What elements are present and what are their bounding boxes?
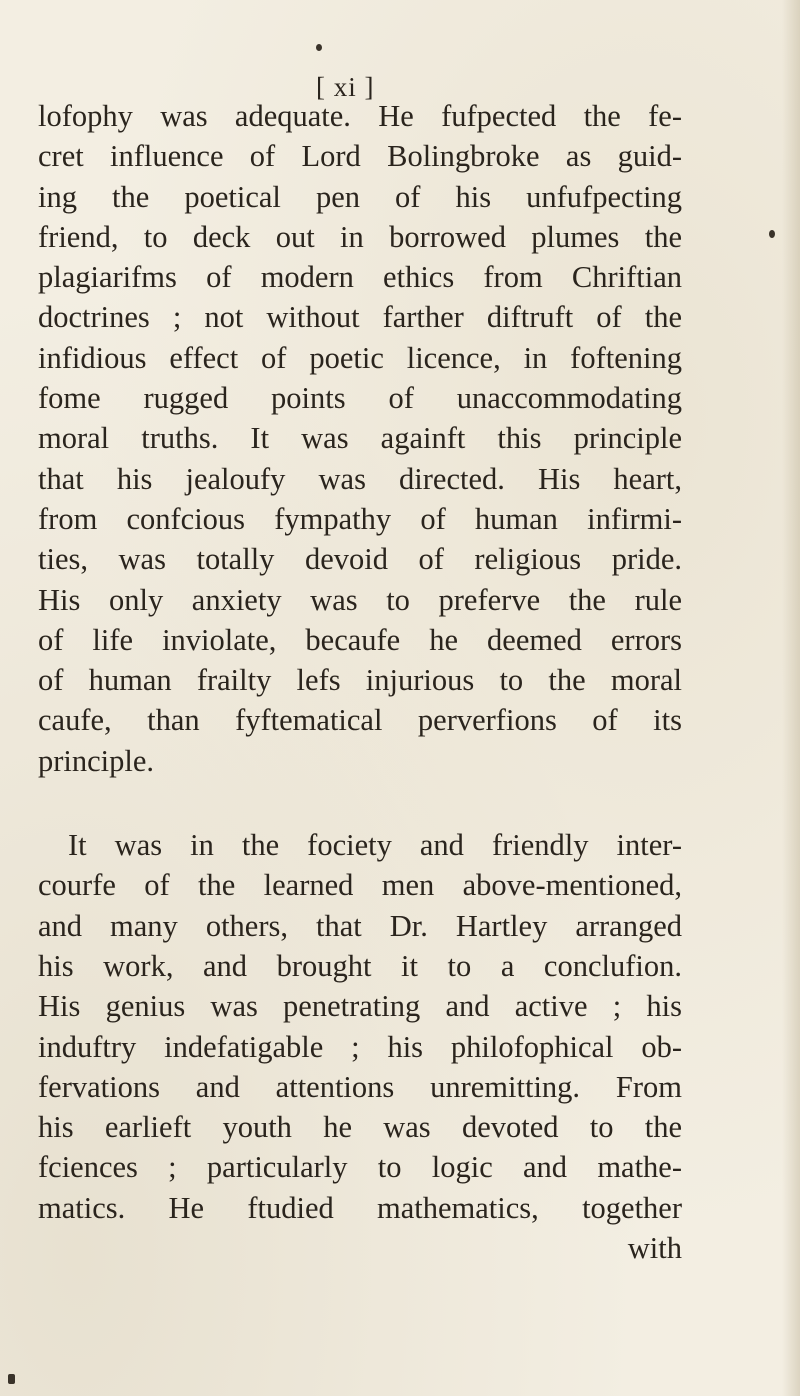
- ink-speck: [8, 1374, 15, 1384]
- text-line: cret influence of Lord Bolingbroke as guid-: [38, 139, 682, 174]
- text-line: infidious effect of poetic licence, in foftening: [38, 340, 682, 375]
- text-line: from confcious fympathy of human infirmi-: [38, 501, 682, 536]
- paragraph-gap: [38, 781, 682, 825]
- page-edge-shading: [782, 0, 800, 1396]
- text-line: matics. He ftudied mathematics, together: [38, 1190, 682, 1225]
- text-line: fervations and attentions unremitting. From: [38, 1069, 682, 1104]
- text-line: moral truths. It was againft this principle: [38, 421, 682, 456]
- text-line: fciences ; particularly to logic and mathe-: [38, 1150, 682, 1185]
- text-line: ties, was totally devoid of religious pride.: [38, 542, 682, 577]
- text-line: ing the poetical pen of his unfufpecting: [38, 179, 682, 214]
- page-number-header: [ xi ]: [316, 72, 375, 102]
- text-line: His genius was penetrating and active ; his: [38, 989, 682, 1024]
- text-line: fome rugged points of unaccommodating: [38, 381, 682, 416]
- text-line: courfe of the learned men above-mentioned,: [38, 868, 682, 903]
- paragraph-1: [38, 96, 682, 781]
- text-line: of life inviolate, becaufe he deemed errors: [38, 622, 682, 657]
- text-line: that his jealoufy was directed. His heart,: [38, 461, 682, 496]
- text-line: his work, and brought it to a conclufion.: [38, 948, 682, 983]
- text-line: His only anxiety was to preferve the rule: [38, 582, 682, 617]
- paragraph-2: [38, 825, 682, 1268]
- text-line: plagiarifms of modern ethics from Chriftian: [38, 260, 682, 295]
- text-line: It was in the fociety and friendly inter-: [68, 828, 682, 863]
- text-line: principle.: [38, 743, 155, 778]
- text-line: of human frailty lefs injurious to the moral: [38, 663, 682, 698]
- text-line: induftry indefatigable ; his philofophical ob-: [38, 1029, 682, 1064]
- text-line: caufe, than fyftematical perverfions of its: [38, 703, 682, 738]
- text-line: and many others, that Dr. Hartley arranged: [38, 908, 682, 943]
- ink-speck: [769, 230, 775, 238]
- text-line: doctrines ; not without farther diftruft of the: [38, 300, 682, 335]
- catchword: with: [627, 1231, 682, 1266]
- body-text: [38, 96, 682, 1268]
- text-line: lofophy was adequate. He fufpected the fe-: [38, 99, 682, 133]
- text-line: his earlieft youth he was devoted to the: [38, 1110, 682, 1145]
- ink-speck: [316, 44, 322, 51]
- text-line: friend, to deck out in borrowed plumes the: [38, 219, 682, 254]
